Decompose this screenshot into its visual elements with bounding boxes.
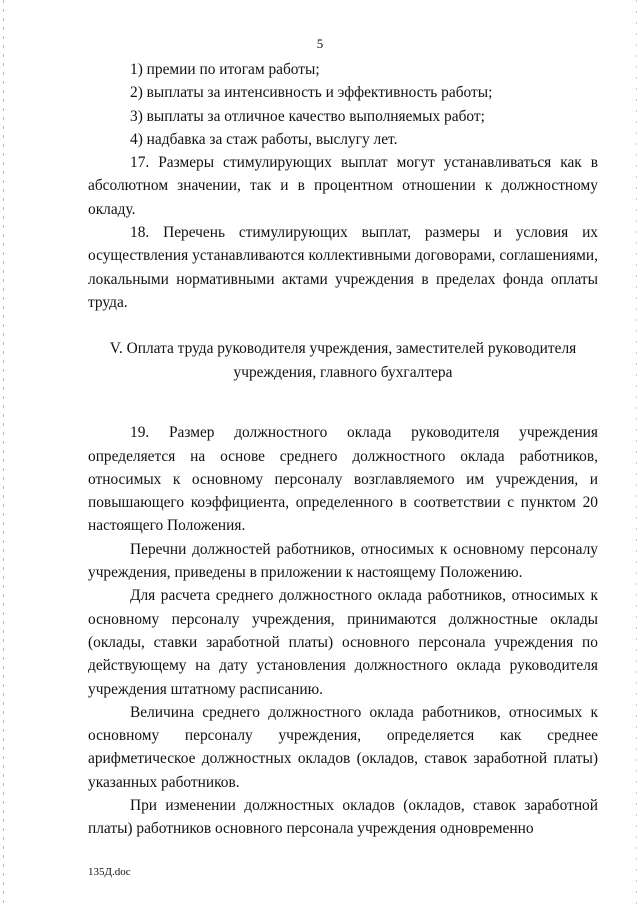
paragraph: Для расчета среднего должностного оклада работников, относимых к основному персоналу учреждения, принимаются должностные оклады (оклады, ставки заработной платы) основного персонала учреждения по действующему на дату установления должностного оклада руководителя учреждения штатному расписанию. xyxy=(88,587,598,698)
list-item: 1) премии по итогам работы; xyxy=(130,61,320,78)
scan-edge-left xyxy=(3,0,4,905)
paragraph-17: 17. Размеры стимулирующих выплат могут устанавливаться как в абсолютном значении, так и в процентном отношении к должностному окладу. xyxy=(88,154,598,218)
footer-filename: 135Д.doc xyxy=(88,866,131,878)
paragraph: Перечни должностей работников, относимых к основному персоналу учреждения, приведены в приложении к настоящему Положению. xyxy=(88,540,598,582)
paragraph: Величина среднего должностного оклада работников, относимых к основному персоналу учреждения, определяется как среднее арифметическое должностных окладов (окладов, ставок заработной платы) указанных работников. xyxy=(88,703,598,791)
page-number: 5 xyxy=(316,36,324,51)
paragraph-19: 19. Размер должностного оклада руководителя учреждения определяется на основе среднего должностного оклада работников, относимых к основному персоналу возглавляемого им учреждения, и повышающего коэффициента, определенного в соответствии с пунктом 20 настоящего Положения. xyxy=(88,424,598,535)
paragraph-18: 18. Перечень стимулирующих выплат, размеры и условия их осуществления устанавливаются коллективными договорами, соглашениями, локальными нормативными актами учреждения в пределах фонда оплаты труда. xyxy=(88,224,598,311)
list-item: 4) надбавка за стаж работы, выслугу лет. xyxy=(130,130,398,148)
section-heading: V. Оплата труда руководителя учреждения, заместителей руководителя учреждения, главного бухгалтера xyxy=(109,340,577,382)
scan-edge-right xyxy=(636,0,637,905)
list-item: 2) выплаты за интенсивность и эффективность работы; xyxy=(130,84,493,102)
list-item: 3) выплаты за отличное качество выполняемых работ; xyxy=(130,107,485,125)
document-body xyxy=(88,58,598,841)
paragraph: При изменении должностных окладов (окладов, ставок заработной платы) работников основного персонала учреждения одновременно xyxy=(88,797,598,838)
